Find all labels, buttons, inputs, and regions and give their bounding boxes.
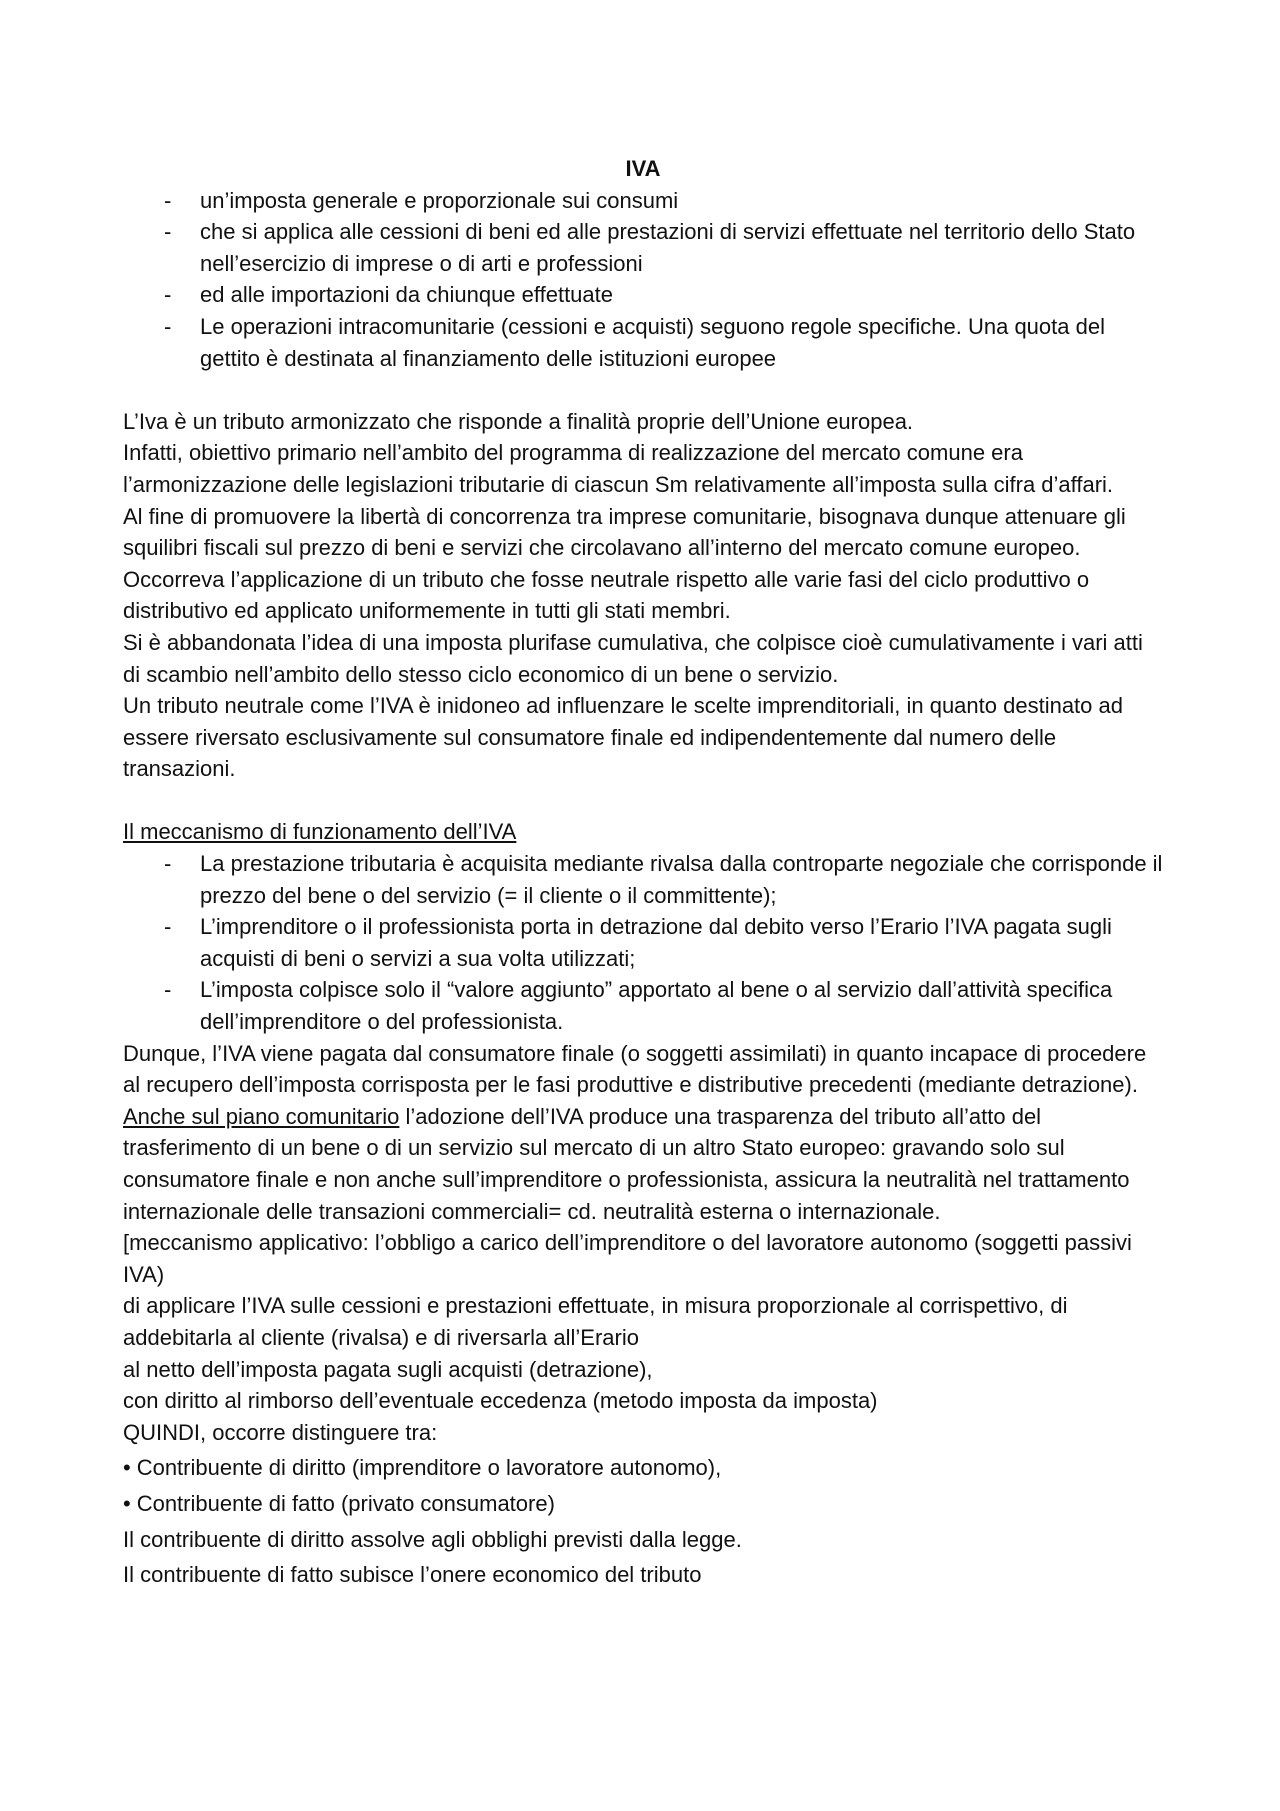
mechanism-line: al netto dell’imposta pagata sugli acquisti (detrazione), (123, 1356, 653, 1382)
paragraph: L’Iva è un tributo armonizzato che risponde a finalità proprie dell’Unione europea. (123, 408, 914, 434)
list-item: - L’imprenditore o il professionista porta in detrazione dal debito verso l’Erario l’IVA pagata sugli acquisti di beni o servizi a sua volta utilizzati; (123, 911, 1163, 974)
paragraph: Infatti, obiettivo primario nell’ambito del programma di realizzazione del mercato comune era l’armonizzazione delle legislazioni tributarie di ciascun Sm relativamente all’imposta sulla cifra d’affari. (123, 440, 1114, 497)
spacer (123, 374, 1163, 406)
spacer (123, 785, 1163, 817)
bullet-icon: • (123, 1455, 131, 1481)
list-item: - Le operazioni intracomunitarie (cessioni e acquisti) seguono regole specifiche. Una quota del gettito è destinata al finanziamento delle istituzioni europee (123, 311, 1163, 374)
mechanism-list (123, 848, 1163, 1038)
paragraph: Un tributo neutrale come l’IVA è inidoneo ad influenzare le scelte imprenditoriali, in quanto destinato ad essere riversato esclusivamente sul consumatore finale ed indipendentemente dal numero delle transazioni. (123, 693, 1123, 782)
list-item: - che si applica alle cessioni di beni ed alle prestazioni di servizi effettuate nel territorio dello Stato nell’esercizio di imprese o di arti e professioni (123, 216, 1163, 279)
bullet-icon: • (123, 1490, 131, 1516)
mechanism-line: di applicare l’IVA sulle cessioni e prestazioni effettuate, in misura proporzionale al corrispettivo, di addebitarla al cliente (rivalsa) e di riversarla all’Erario (123, 1293, 1068, 1350)
community-lead: Anche sul piano comunitario (123, 1103, 400, 1129)
community-text: l’adozione dell’IVA produce una trasparenza del tributo all’atto del trasferimento di un bene o di un servizio sul mercato di un altro Stato europeo: gravando solo sul consumatore finale e non anche sull’imprenditore o professionista, assicura la neutralità nel trattamento internazionale delle transazioni commerciali= cd. neutralità esterna o internazionale. (123, 1103, 1130, 1224)
document-title: IVA (625, 156, 661, 181)
paragraph: Al fine di promuovere la libertà di concorrenza tra imprese comunitarie, bisognava dunque attenuare gli squilibri fiscali sul prezzo di beni e servizi che circolavano all’interno del mercato comune europeo. Occorreva l’applicazione di un tributo che fosse neutrale rispetto alle varie fasi del ciclo produttivo o distributivo ed applicato uniformemente in tutti gli stati membri. (123, 503, 1126, 624)
paragraph: Si è abbandonata l’idea di una imposta plurifase cumulativa, che colpisce cioè cumulativamente i vari atti di scambio nell’ambito dello stesso ciclo economico di un bene o servizio. (123, 629, 1143, 687)
bullet-item (123, 1452, 1163, 1484)
list-item: - un’imposta generale e proporzionale sui consumi (123, 185, 1163, 217)
mechanism-line: con diritto al rimborso dell’eventuale eccedenza (metodo imposta da imposta) (123, 1388, 878, 1414)
conclusion-paragraph: Dunque, l’IVA viene pagata dal consumatore finale (o soggetti assimilati) in quanto incapace di procedere al recupero dell’imposta corrisposta per le fasi produttive e distributive precedenti (mediante detrazione). (123, 1040, 1147, 1098)
mechanism-line: [meccanismo applicativo: l’obbligo a carico dell’imprenditore o del lavoratore autonomo (soggetti passivi IVA) (123, 1230, 1132, 1287)
list-item: - La prestazione tributaria è acquisita mediante rivalsa dalla controparte negoziale che corrisponde il prezzo del bene o del servizio (= il cliente o il committente); (123, 848, 1163, 911)
mechanism-line: QUINDI, occorre distinguere tra: (123, 1419, 438, 1445)
bullet-text: Contribuente di diritto (imprenditore o lavoratore autonomo), (136, 1455, 722, 1481)
list-item: - L’imposta colpisce solo il “valore aggiunto” apportato al bene o al servizio dall’attività specifica dell’imprenditore o del professionista. (123, 974, 1163, 1037)
bullet-text: Contribuente di fatto (privato consumatore) (136, 1490, 555, 1516)
closing-line: Il contribuente di fatto subisce l’onere economico del tributo (123, 1562, 702, 1588)
document-page (123, 153, 1163, 1595)
list-item: - ed alle importazioni da chiunque effettuate (123, 279, 1163, 311)
section-heading: Il meccanismo di funzionamento dell’IVA (123, 819, 517, 845)
bullet-item (123, 1488, 1163, 1520)
intro-list (123, 185, 1163, 375)
community-paragraph (123, 1101, 1163, 1227)
closing-line: Il contribuente di diritto assolve agli obblighi previsti dalla legge. (123, 1526, 742, 1552)
